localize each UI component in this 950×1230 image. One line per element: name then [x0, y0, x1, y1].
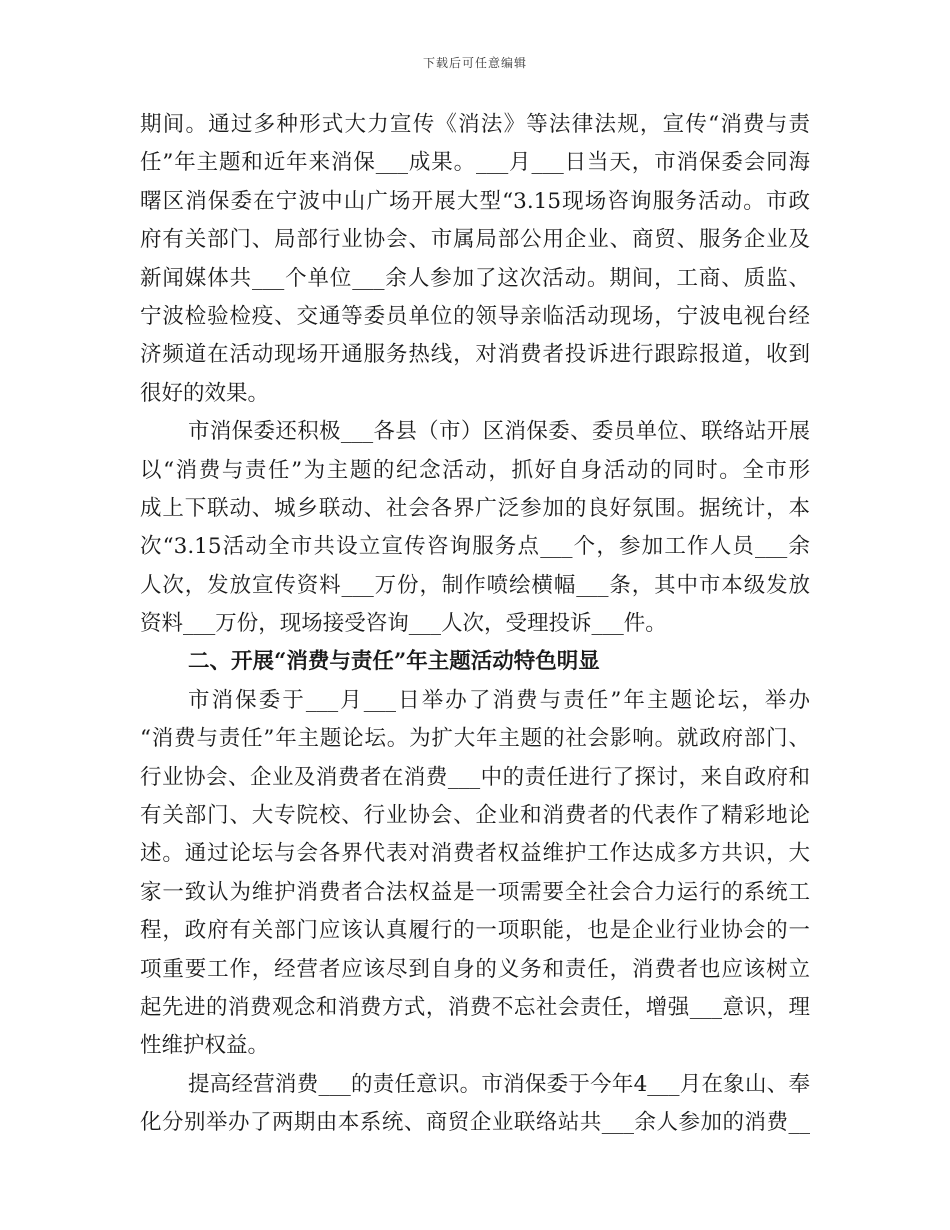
text-line: 程，政府有关部门应该认真履行的一项职能，也是企业行业协会的一 — [140, 918, 810, 944]
text-line: 资料___万份，现场接受咨询___人次，受理投诉___件。 — [140, 611, 667, 637]
text-line: “消费与责任”年主题论坛。为扩大年主题的社会影响。就政府部门、 — [140, 726, 810, 752]
text-line: 人次，发放宣传资料___万份，制作喷绘横幅___条，其中市本级发放 — [140, 572, 810, 598]
text-line: 家一致认为维护消费者合法权益是一项需要全社会合力运行的系统工 — [140, 879, 810, 905]
page-header: 下载后可任意编辑 — [422, 56, 527, 70]
text-line: 以“消费与责任”为主题的纪念活动，抓好自身活动的同时。全市形 — [140, 457, 810, 483]
text-line: 府有关部门、局部行业协会、市属局部公用企业、商贸、服务企业及 — [140, 227, 810, 253]
text-line: 期间。通过多种形式大力宣传《消法》等法律法规，宣传“消费与责 — [140, 112, 810, 137]
text-line: 项重要工作，经营者应该尽到自身的义务和责任，消费者也应该树立 — [140, 956, 810, 982]
text-line: 成上下联动、城乡联动、社会各界广泛参加的良好氛围。据统计，本 — [140, 495, 810, 521]
text-line: 任”年主题和近年来消保___成果。___月___日当天，市消保委会同海 — [140, 150, 810, 176]
text-line: 新闻媒体共___个单位___余人参加了这次活动。期间，工商、质监、 — [140, 265, 810, 291]
text-line: 起先进的消费观念和消费方式，消费不忘社会责任，增强___意识，理 — [140, 994, 810, 1020]
text-line: 曙区消保委在宁波中山广场开展大型“3.15现场咨询服务活动。市政 — [140, 188, 810, 214]
text-line: 化分别举办了两期由本系统、商贸企业联络站共___余人参加的消费__ — [140, 1110, 810, 1136]
text-line: 宁波检验检疫、交通等委员单位的领导亲临活动现场，宁波电视台经 — [140, 303, 810, 329]
text-line: 行业协会、企业及消费者在消费___中的责任进行了探讨，来自政府和 — [140, 764, 810, 790]
text-line: 有关部门、大专院校、行业协会、企业和消费者的代表作了精彩地论 — [140, 803, 810, 829]
text-line: 很好的效果。 — [140, 380, 270, 406]
text-line: 提高经营消费___的责任意识。市消保委于今年4___月在象山、奉 — [188, 1071, 810, 1097]
text-line: 济频道在活动现场开通服务热线，对消费者投诉进行跟踪报道，收到 — [140, 342, 810, 368]
section-heading: 二、开展“消费与责任”年主题活动特色明显 — [188, 649, 600, 675]
text-line: 市消保委还积极___各县（市）区消保委、委员单位、联络站开展 — [188, 419, 810, 445]
text-line: 性维护权益。 — [140, 1033, 270, 1059]
text-line: 次“3.15活动全市共设立宣传咨询服务点___个，参加工作人员___余 — [140, 534, 810, 560]
text-line: 市消保委于___月___日举办了消费与责任”年主题论坛，举办 — [188, 687, 810, 713]
document-body — [140, 106, 810, 1143]
text-line: 述。通过论坛与会各界代表对消费者权益维护工作达成多方共识，大 — [140, 841, 810, 867]
